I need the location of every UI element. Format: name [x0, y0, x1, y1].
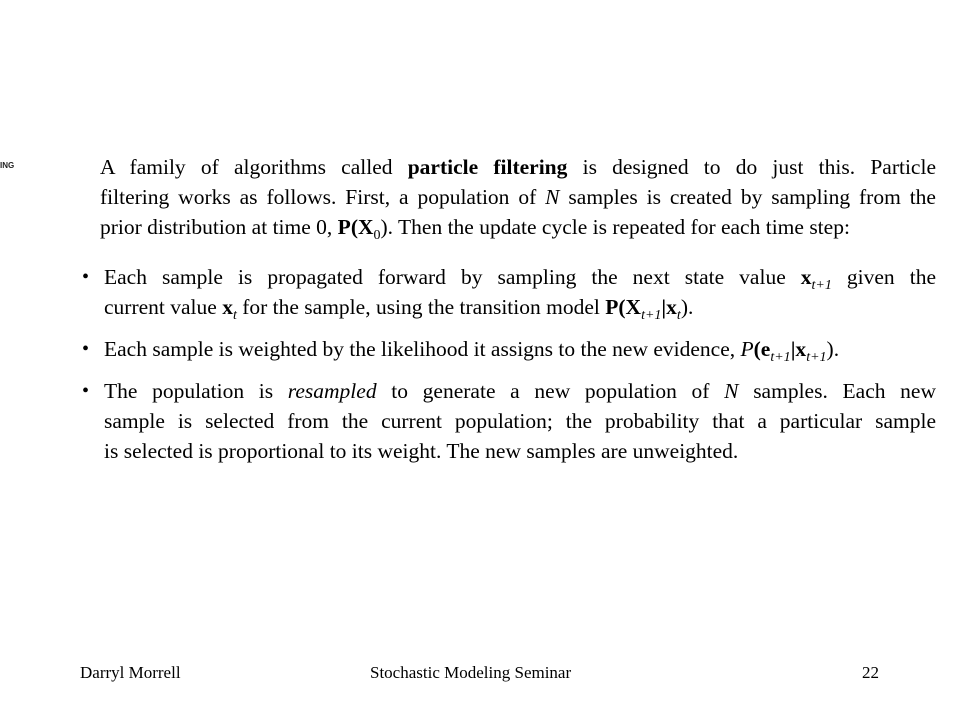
footer-author: Darryl Morrell	[80, 663, 181, 682]
page-number: 22	[862, 663, 879, 682]
intro-paragraph	[48, 152, 936, 242]
bullet-icon: •	[82, 380, 90, 402]
text-body	[48, 152, 936, 478]
bullet-icon: •	[82, 266, 90, 288]
bullet-list	[48, 262, 936, 466]
paragraph-line-1: A family of algorithms called particle filtering is designed to do just this. Particle	[100, 155, 936, 179]
margin-tag: ING	[0, 161, 15, 170]
paragraph-line-3: prior distribution at time 0, $P(X_0)$. Then the update cycle is repeated for each time step:	[100, 215, 850, 243]
list-item: • Each sample is weighted by the likelihood it assigns to the new evidence, $P(e_{t+1}|x_{t+1})$.	[48, 334, 936, 364]
list-item: • Each sample is propagated forward by sampling the next state value $x_{t+1}$ given the current value $x_t$ for the sample, using the transition model $P(X_{t+1}|x_t)$.	[48, 262, 936, 322]
term-particle-filtering: particle filtering	[407, 155, 568, 179]
list-item: • The population is resampled to generate a new population of N samples. Each new sample is selected from the current population; the probability that a particular sample is selected is proportional to its weight. The new samples are unweighted.	[48, 376, 936, 466]
paragraph-line-2: filtering works as follows. First, a population of N samples is created by sampling from the	[100, 185, 936, 209]
bullet-icon: •	[82, 338, 90, 360]
footer-title: Stochastic Modeling Seminar	[370, 663, 572, 682]
